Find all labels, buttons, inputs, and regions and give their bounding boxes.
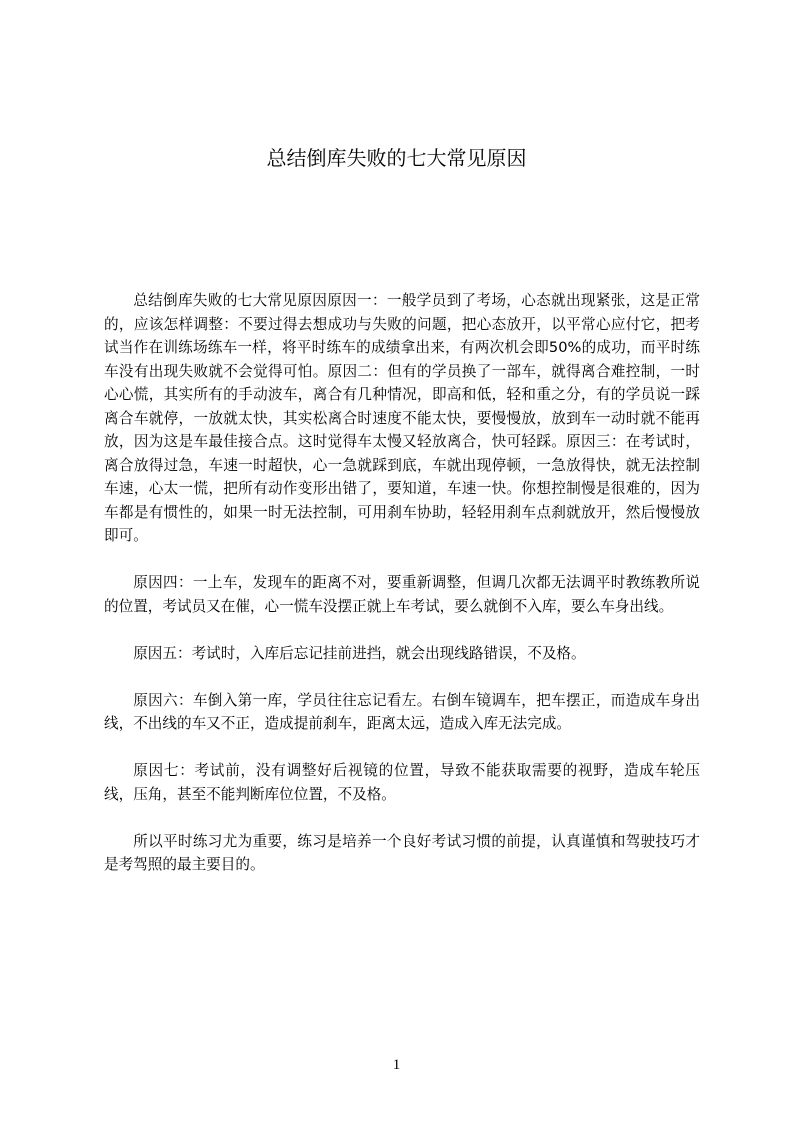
paragraph-reason-4: 原因四：一上车，发现车的距离不对，要重新调整，但调几次都无法调平时教练教所说的位置，考试员又在催，心一慌车没摆正就上车考试，要么就倒不入库，要么车身出线。	[104, 574, 700, 615]
paragraph-reason-5: 原因五：考试时，入库后忘记挂前进挡，就会出现线路错误，不及格。	[133, 644, 586, 662]
page-number: 1	[392, 1057, 401, 1073]
paragraph-reason-6: 原因六：车倒入第一库，学员往往忘记看左。右倒车镜调车，把车摆正，而造成车身出线，不出线的车又不正，造成提前刹车，距离太远，造成入库无法完成。	[104, 691, 700, 732]
paragraph-reason-1-3: 总结倒库失败的七大常见原因原因一：一般学员到了考场，心态就出现紧张，这是正常的，应该怎样调整：不要过得去想成功与失败的问题，把心态放开，以平常心应付它，把考试当作在训练场练车一样，将平时练车的成绩拿出来，有两次机会即50%的成功，而平时练车没有出现失败就不会觉得可怕。原因二：但有的学员换了一部车，就得离合难控制，一时心心慌，其实所有的手动波车，离合有几种情况，即高和低，轻和重之分，有的学员说一踩离合车就停，一放就太快，其实松离合时速度不能太快，要慢慢放，放到车一动时就不能再放，因为这是车最佳接合点。这时觉得车太慢又轻放离合，快可轻踩。原因三：在考试时，离合放得过急，车速一时超快，心一急就踩到底，车就出现停顿，一急放得快，就无法控制车速，心太一慌，把所有动作变形出错了，要知道，车速一快。你想控制慢是很难的，因为车都是有惯性的，如果一时无法控制，可用刹车协助，轻轻用刹车点刹就放开，然后慢慢放即可。	[104, 292, 700, 544]
paragraph-conclusion: 所以平时练习尤为重要，练习是培养一个良好考试习惯的前提，认真谨慎和驾驶技巧才是考驾照的最主要目的。	[104, 832, 700, 873]
document-body	[104, 289, 700, 877]
page-title: 总结倒库失败的七大常见原因	[266, 146, 527, 170]
paragraph-reason-7: 原因七：考试前，没有调整好后视镜的位置，导致不能获取需要的视野，造成车轮压线，压角，甚至不能判断库位位置，不及格。	[104, 762, 700, 803]
